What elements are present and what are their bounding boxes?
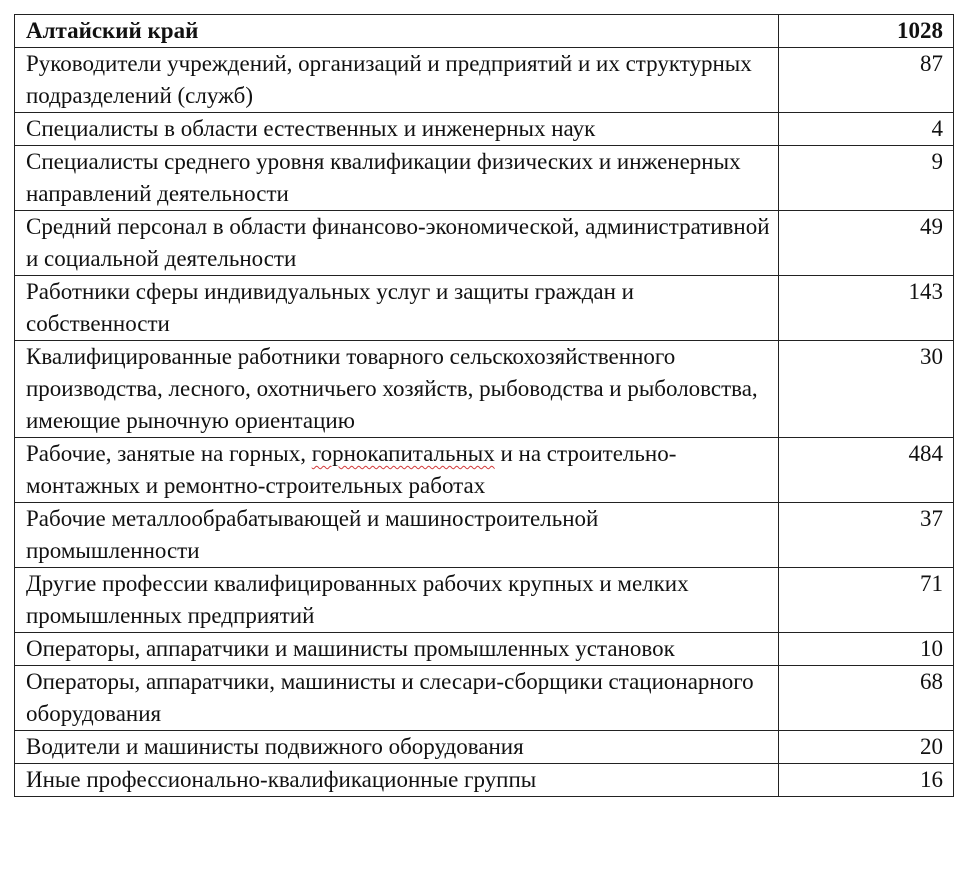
table-row — [15, 438, 954, 503]
occupation-count: 30 — [779, 341, 954, 438]
table-row — [15, 666, 954, 731]
occupation-name: Руководители учреждений, организаций и предприятий и их структурных подразделений (служб) — [15, 48, 779, 113]
spellcheck-underlined-word: горнокапитальных — [311, 441, 495, 466]
table-row — [15, 146, 954, 211]
occupation-name-part: и на строительно-монтажных и ремонтно-строительных работах — [26, 441, 677, 498]
occupation-name — [15, 438, 779, 503]
occupation-name: Работники сферы индивидуальных услуг и защиты граждан и собственности — [15, 276, 779, 341]
table-row — [15, 211, 954, 276]
table-row — [15, 633, 954, 666]
region-total: 1028 — [779, 15, 954, 48]
table-row — [15, 764, 954, 797]
occupation-name: Специалисты среднего уровня квалификации физических и инженерных направлений деятельности — [15, 146, 779, 211]
occupation-name: Квалифицированные работники товарного сельскохозяйственного производства, лесного, охотничьего хозяйств, рыбоводства и рыболовства, имеющие рыночную ориентацию — [15, 341, 779, 438]
table-row — [15, 48, 954, 113]
document-page — [14, 14, 954, 797]
occupation-count: 68 — [779, 666, 954, 731]
table-row — [15, 276, 954, 341]
table-row — [15, 503, 954, 568]
occupation-count: 9 — [779, 146, 954, 211]
occupation-count: 20 — [779, 731, 954, 764]
occupation-name: Другие профессии квалифицированных рабочих крупных и мелких промышленных предприятий — [15, 568, 779, 633]
occupation-name: Специалисты в области естественных и инженерных наук — [15, 113, 779, 146]
occupation-count: 71 — [779, 568, 954, 633]
occupation-count: 37 — [779, 503, 954, 568]
occupation-name-part: Рабочие, занятые на горных, — [26, 441, 312, 466]
table-row — [15, 731, 954, 764]
table-row — [15, 568, 954, 633]
occupation-name: Рабочие металлообрабатывающей и машиностроительной промышленности — [15, 503, 779, 568]
occupation-count: 49 — [779, 211, 954, 276]
region-name: Алтайский край — [15, 15, 779, 48]
occupation-name: Иные профессионально-квалификационные группы — [15, 764, 779, 797]
occupation-count: 16 — [779, 764, 954, 797]
occupation-table — [14, 14, 954, 797]
table-header-row — [15, 15, 954, 48]
occupation-name: Операторы, аппаратчики, машинисты и слесари-сборщики стационарного оборудования — [15, 666, 779, 731]
table-row — [15, 341, 954, 438]
occupation-name: Операторы, аппаратчики и машинисты промышленных установок — [15, 633, 779, 666]
occupation-count: 10 — [779, 633, 954, 666]
occupation-name: Средний персонал в области финансово-экономической, административной и социальной деятельности — [15, 211, 779, 276]
occupation-count: 87 — [779, 48, 954, 113]
occupation-count: 143 — [779, 276, 954, 341]
table-row — [15, 113, 954, 146]
occupation-name: Водители и машинисты подвижного оборудования — [15, 731, 779, 764]
occupation-count: 484 — [779, 438, 954, 503]
occupation-count: 4 — [779, 113, 954, 146]
